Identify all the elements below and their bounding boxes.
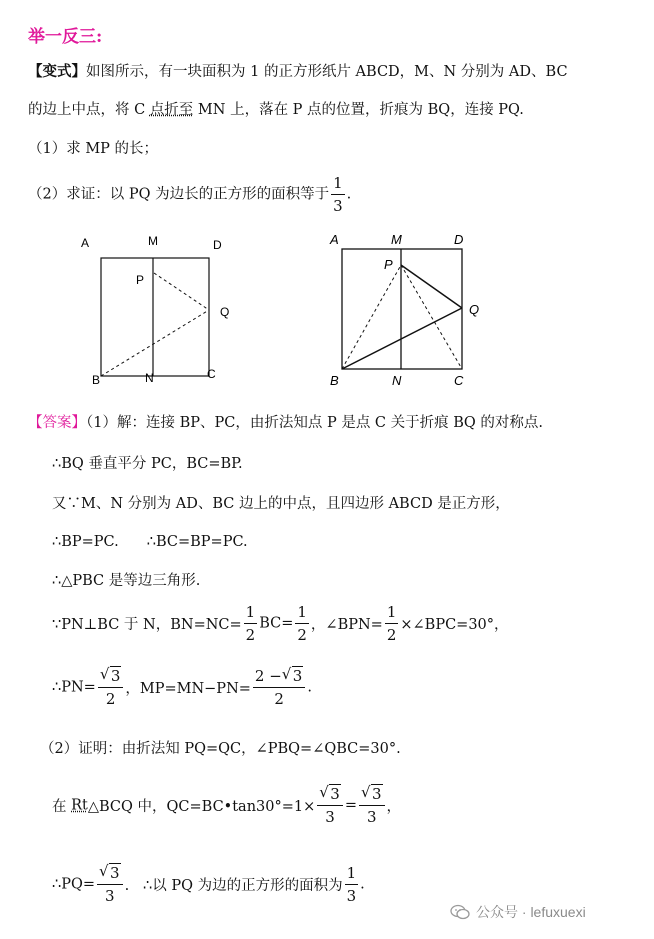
segment-bq-dashed: [101, 310, 209, 376]
label-b-right: B: [330, 373, 339, 388]
label-n: N: [145, 371, 154, 385]
fraction-one-third: $\frac{1}{3}$: [333, 174, 343, 215]
label-c-right: C: [454, 373, 464, 388]
answer-line-10: ∴PQ= √ 3 3 . ∴以 PQ 为边的正方形的面积为 $\frac{1}{3}$ .: [52, 862, 365, 905]
problem-tag: 【变式】: [28, 63, 86, 80]
answer-line-9: 在 Rt△BCQ 中，QC=BC•tan30°=1× √ 3 3 = √ 3 3 ，: [52, 783, 402, 826]
wechat-icon: [450, 904, 470, 920]
problem-line-2: 的边上中点，将 C 点折至 MN 上，落在 P 点的位置，折痕为 BQ，连接 PQ.: [28, 102, 524, 118]
answer-line-8: （2）证明：由折法知 PQ=QC，∠PBQ=∠QBC=30°.: [40, 741, 401, 757]
fraction-half-1: $\frac{1}{2}$: [245, 603, 256, 644]
answer-tag: 【答案】: [28, 415, 86, 431]
fraction-sqrt3-over-3-a: √ 3 3: [317, 783, 343, 828]
label-n-right: N: [392, 373, 402, 388]
fraction-half-2: $\frac{1}{2}$: [297, 603, 307, 644]
label-m-right: M: [391, 232, 402, 247]
underlined-text: 点折至: [149, 102, 194, 118]
answer-line-3: 又∵M、N 分别为 AD、BC 边上的中点，且四边形 ABCD 是正方形，: [52, 496, 510, 512]
label-b: B: [92, 373, 101, 387]
problem-text-1: 如图所示，有一块面积为 1 的正方形纸片 ABCD，M、N 分别为 AD、BC: [86, 64, 568, 80]
answer-line-5: ∴△PBC 是等边三角形.: [52, 573, 201, 589]
label-q-right: Q: [469, 302, 480, 317]
fraction-2-minus-sqrt3-over-2: 2 − √ 3 2: [253, 665, 305, 710]
label-a: A: [81, 236, 90, 250]
label-p-right: P: [384, 257, 393, 272]
fraction-sqrt3-over-3-b: √ 3 3: [359, 783, 385, 828]
label-m: M: [148, 234, 158, 248]
figure-left: [75, 228, 245, 390]
answer-line-6: ∵PN⊥BC 于 N，BN=NC= $\frac{1}{2}$ BC= $\frac{1}{2}$ ，∠BPN= $\frac{1}{2}$ ×∠BPC=30°，: [52, 603, 509, 644]
label-c: C: [207, 367, 216, 381]
label-p: P: [136, 273, 145, 287]
label-d: D: [213, 238, 222, 252]
segment-pq-dashed: [154, 273, 209, 310]
answer-line-4: ∴BP=PC. ∴BC=BP=PC.: [52, 534, 248, 550]
label-d-right: D: [454, 232, 464, 247]
segment-pq: [401, 265, 462, 308]
question-2: （2）求证：以 PQ 为边长的正方形的面积等于 $\frac{1}{3}$ .: [28, 174, 352, 215]
segment-pc-dashed: [401, 265, 462, 369]
answer-line-7: ∴PN= √ 3 2 ，MP=MN−PN= 2 − √ 3 2 .: [52, 665, 312, 708]
fraction-one-third-result: $\frac{1}{3}$: [346, 864, 357, 905]
fraction-sqrt3-over-3-c: √ 3 3: [97, 862, 123, 907]
section-heading: 举一反三:: [28, 27, 103, 47]
fraction-sqrt3-over-2: √ 3 2: [98, 665, 124, 710]
label-a-right: A: [330, 232, 339, 247]
problem-line-1: [28, 61, 568, 83]
square-abcd: [101, 258, 209, 376]
fraction-half-3: $\frac{1}{2}$: [386, 603, 397, 644]
answer-line-2: ∴BQ 垂直平分 PC，BC=BP.: [52, 456, 243, 472]
watermark-text: 公众号 · lefuxuexi: [476, 904, 586, 920]
watermark: [450, 902, 586, 922]
label-q: Q: [220, 305, 230, 319]
answer-line-1: 【答案】（1）解：连接 BP、PC，由折法知点 P 是点 C 关于折痕 BQ 的对称点.: [28, 415, 544, 431]
figure-right: [318, 225, 498, 393]
question-1: （1）求 MP 的长；: [28, 141, 159, 157]
